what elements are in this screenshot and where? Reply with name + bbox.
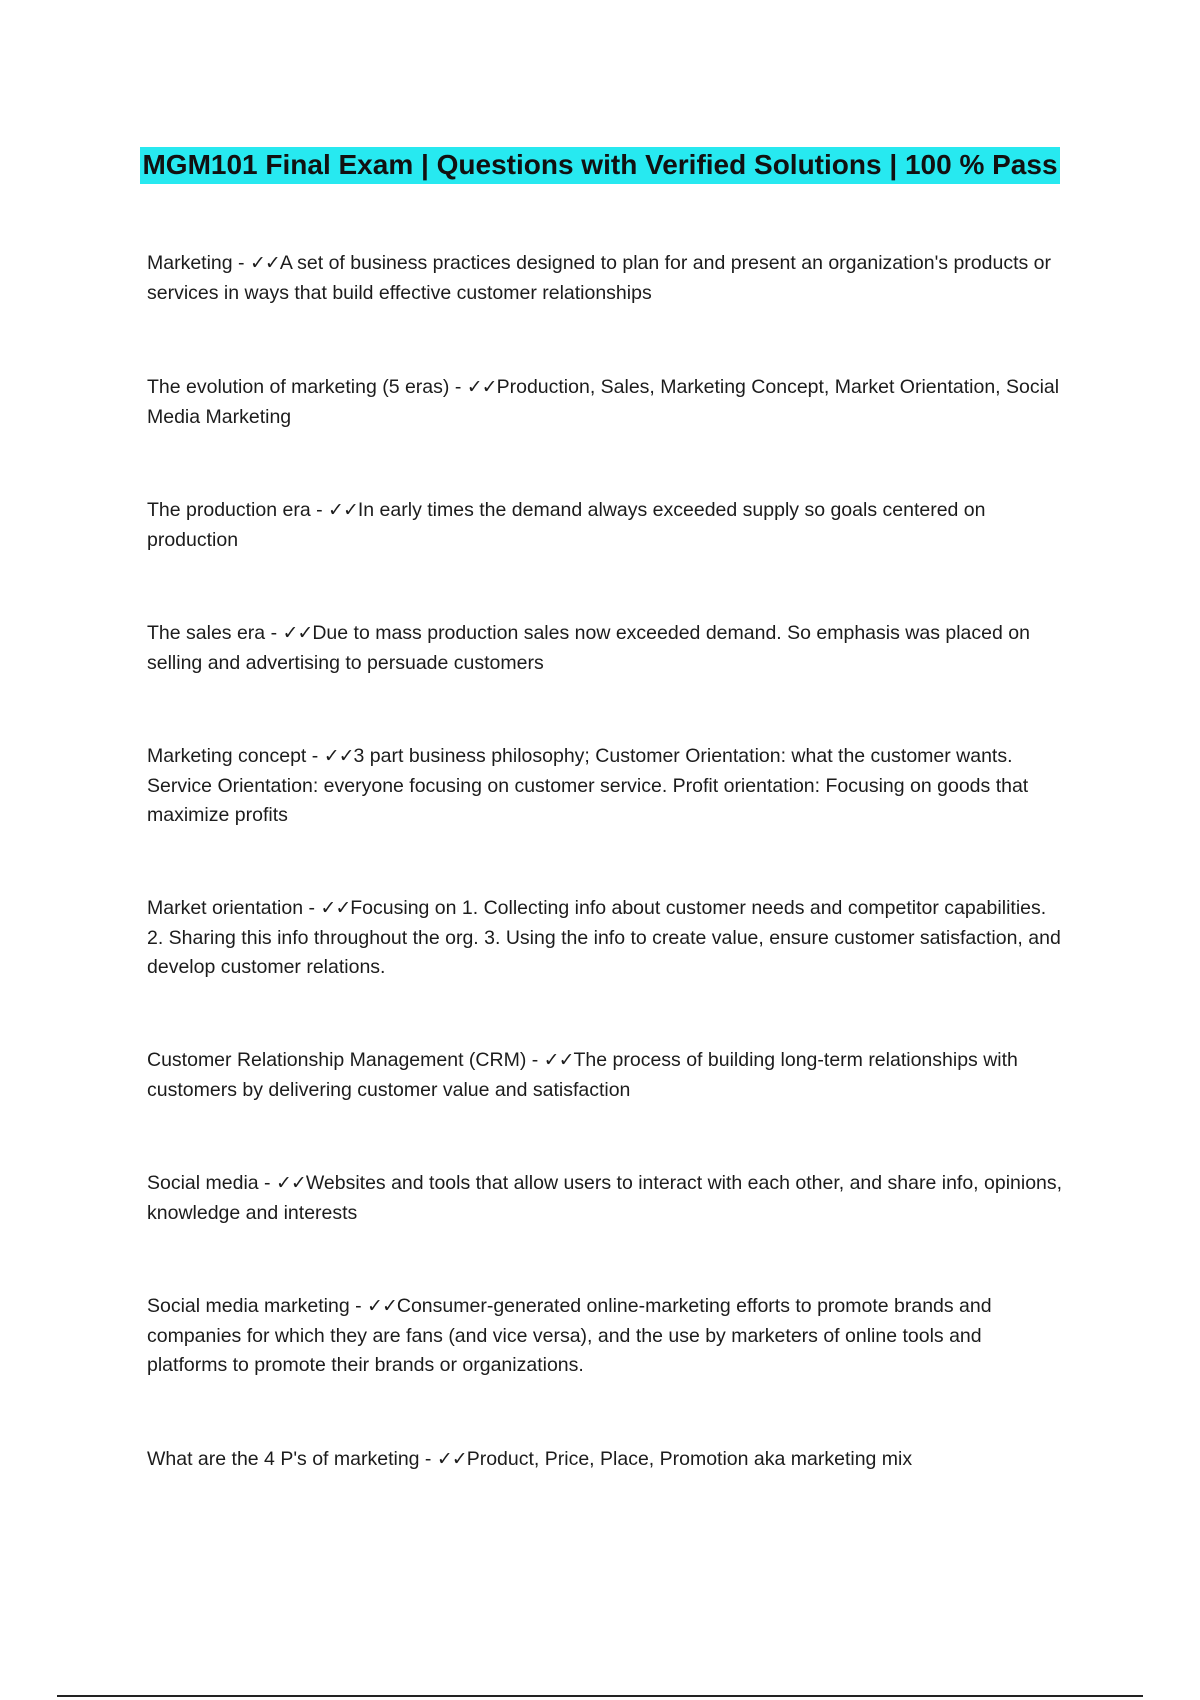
entry-term: Marketing -	[147, 252, 250, 274]
entry-term: Customer Relationship Management (CRM) -	[147, 1049, 544, 1071]
check-icon: ✓✓	[282, 622, 313, 644]
qa-entry	[147, 496, 1067, 555]
entry-definition: Product, Price, Place, Promotion aka marketing mix	[466, 1448, 913, 1470]
entry-definition: Due to mass production sales now exceeded demand. So emphasis was placed on selling and advertising to persuade customers	[147, 622, 1030, 674]
check-icon: ✓✓	[436, 1448, 467, 1470]
entry-definition: Focusing on 1. Collecting info about customer needs and competitor capabilities. 2. Sharing this info throughout the org. 3. Using the info to create value, ensure customer satisfaction, and develop customer relations.	[147, 897, 1061, 978]
entry-term: The evolution of marketing (5 eras) -	[147, 376, 467, 398]
entry-term: What are the 4 P's of marketing -	[147, 1448, 437, 1470]
entry-definition: Consumer-generated online-marketing efforts to promote brands and companies for which they are fans (and vice versa), and the use by marketers of online tools and platforms to promote their brands or organizations.	[147, 1295, 992, 1376]
check-icon: ✓✓	[466, 376, 497, 398]
qa-entry	[147, 373, 1067, 432]
title-highlight: MGM101 Final Exam | Questions with Verified Solutions | 100 % Pass	[140, 147, 1059, 184]
qa-entry	[147, 1046, 1067, 1105]
entry-term: The sales era -	[147, 622, 283, 644]
qa-entry	[147, 1169, 1067, 1228]
check-icon: ✓✓	[320, 897, 351, 919]
entry-term: The production era -	[147, 499, 328, 521]
check-icon: ✓✓	[249, 252, 280, 274]
qa-entry	[147, 1292, 1067, 1381]
entry-term: Market orientation -	[147, 897, 320, 919]
document-title	[120, 143, 1080, 186]
footer-divider	[57, 1695, 1143, 1697]
qa-entry	[147, 1445, 1067, 1475]
entry-term: Marketing concept -	[147, 745, 324, 767]
entry-term: Social media -	[147, 1172, 276, 1194]
check-icon: ✓✓	[543, 1049, 574, 1071]
entry-definition: A set of business practices designed to plan for and present an organization's products or services in ways that build effective customer relationships	[147, 252, 1052, 304]
check-icon: ✓✓	[275, 1172, 306, 1194]
check-icon: ✓✓	[323, 745, 354, 767]
qa-entry	[147, 619, 1067, 678]
entry-term: Social media marketing -	[147, 1295, 367, 1317]
entry-definition: The process of building long-term relationships with customers by delivering customer value and satisfaction	[147, 1049, 1018, 1101]
check-icon: ✓✓	[328, 499, 358, 521]
entry-definition: 3 part business philosophy; Customer Orientation: what the customer wants. Service Orientation: everyone focusing on customer service. Profit orientation: Focusing on goods that maximize profits	[147, 745, 1029, 826]
qa-entry	[147, 249, 1067, 308]
entry-definition: In early times the demand always exceeded supply so goals centered on production	[147, 499, 986, 551]
qa-entry	[147, 894, 1067, 983]
check-icon: ✓✓	[367, 1295, 397, 1317]
entry-definition: Production, Sales, Marketing Concept, Market Orientation, Social Media Marketing	[147, 376, 1060, 428]
entry-definition: Websites and tools that allow users to interact with each other, and share info, opinions, knowledge and interests	[147, 1172, 1063, 1224]
qa-entry	[147, 742, 1067, 831]
